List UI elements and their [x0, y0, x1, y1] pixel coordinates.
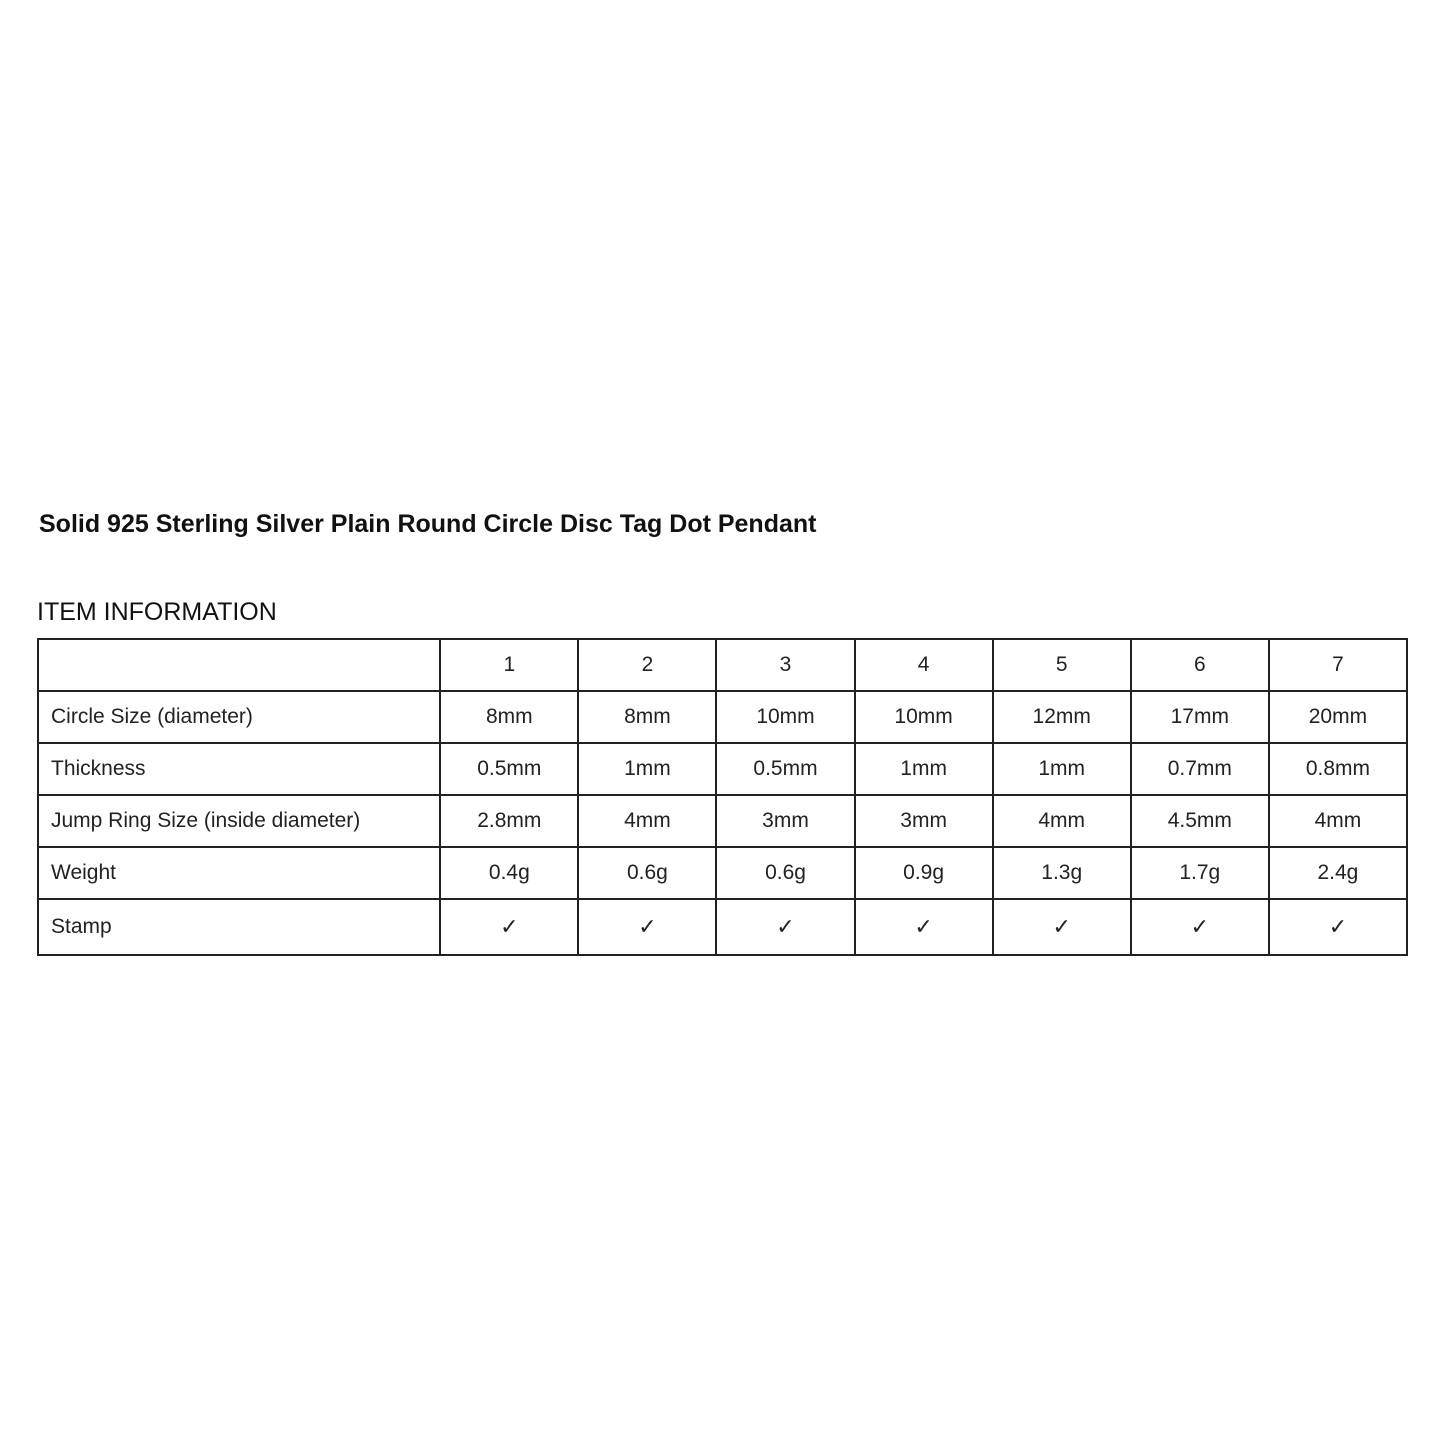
row-label: Thickness [38, 743, 440, 795]
table-row-weight [38, 847, 1407, 899]
table-cell: 10mm [855, 691, 993, 743]
item-information-table [37, 638, 1408, 956]
checkmark-icon: ✓ [1190, 914, 1210, 940]
table-cell: 0.8mm [1269, 743, 1407, 795]
table-corner-cell [38, 639, 440, 691]
table-cell: 0.6g [578, 847, 716, 899]
table-cell: 4.5mm [1131, 795, 1269, 847]
column-header: 2 [578, 639, 716, 691]
item-information-heading: ITEM INFORMATION [37, 598, 277, 626]
column-header: 5 [993, 639, 1131, 691]
table-cell: 8mm [440, 691, 578, 743]
table-cell: 0.6g [716, 847, 854, 899]
table-cell: 0.9g [855, 847, 993, 899]
page-title: Solid 925 Sterling Silver Plain Round Circle Disc Tag Dot Pendant [39, 510, 817, 538]
checkmark-icon: ✓ [914, 914, 933, 940]
column-header: 7 [1269, 639, 1407, 691]
table-cell: 3mm [716, 795, 854, 847]
table-cell: 1.7g [1131, 847, 1269, 899]
column-header: 1 [440, 639, 578, 691]
table-row-thickness [38, 743, 1407, 795]
table-cell: 10mm [716, 691, 854, 743]
table-cell: 1mm [855, 743, 993, 795]
checkmark-icon: ✓ [1052, 914, 1071, 940]
table-cell: 20mm [1269, 691, 1407, 743]
table-cell: 0.5mm [716, 743, 854, 795]
table-row-stamp [38, 899, 1407, 955]
row-label: Stamp [38, 899, 440, 955]
checkmark-icon: ✓ [1328, 914, 1348, 940]
table-cell: 0.4g [440, 847, 578, 899]
table-cell: 0.7mm [1131, 743, 1269, 795]
table-cell [440, 899, 578, 955]
table-cell: 1mm [993, 743, 1131, 795]
table-cell [716, 899, 854, 955]
table-cell [1269, 899, 1407, 955]
checkmark-icon: ✓ [776, 914, 795, 940]
table-cell [993, 899, 1131, 955]
table-cell: 2.4g [1269, 847, 1407, 899]
table-cell: 2.8mm [440, 795, 578, 847]
table-cell [578, 899, 716, 955]
checkmark-icon: ✓ [500, 914, 519, 940]
table-cell [855, 899, 993, 955]
table-cell: 0.5mm [440, 743, 578, 795]
table-cell: 8mm [578, 691, 716, 743]
row-label: Circle Size (diameter) [38, 691, 440, 743]
table-cell: 3mm [855, 795, 993, 847]
row-label: Jump Ring Size (inside diameter) [38, 795, 440, 847]
table-cell: 12mm [993, 691, 1131, 743]
table-cell: 1.3g [993, 847, 1131, 899]
row-label: Weight [38, 847, 440, 899]
table-header-row [38, 639, 1407, 691]
checkmark-icon: ✓ [638, 914, 657, 940]
table-cell: 4mm [1269, 795, 1407, 847]
column-header: 3 [716, 639, 854, 691]
table-row-circle-size [38, 691, 1407, 743]
table-row-jump-ring-size [38, 795, 1407, 847]
table-cell: 4mm [578, 795, 716, 847]
table-cell: 1mm [578, 743, 716, 795]
table-cell: 4mm [993, 795, 1131, 847]
table-cell [1131, 899, 1269, 955]
column-header: 4 [855, 639, 993, 691]
table-cell: 17mm [1131, 691, 1269, 743]
column-header: 6 [1131, 639, 1269, 691]
